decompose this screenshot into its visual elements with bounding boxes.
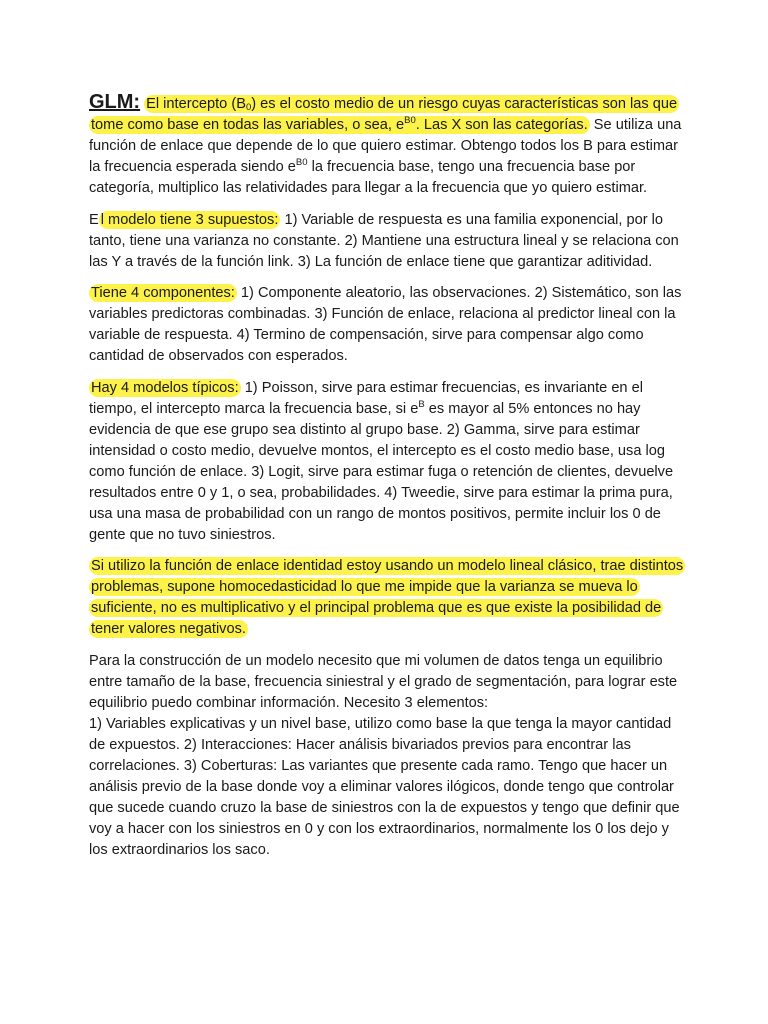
glm-heading: GLM: bbox=[89, 91, 141, 113]
highlight-identidad: Si utilizo la función de enlace identidad estoy usando un modelo lineal clásico, trae distintos problemas, supone homocedasticidad lo que me impide que la varianza se mueva lo suficiente, no es multiplicativo y el principal problema que es que existe la posibilidad de tener valores negativos. bbox=[91, 558, 684, 637]
superscript: B bbox=[418, 398, 425, 410]
highlight-text: . Las X son las categorías. bbox=[415, 117, 588, 133]
body-text: 1) Variable de respuesta es una familia exponencial, por lo tanto, tiene una varianza no constante. 2) Mantiene una estructura lineal y se relaciona con las Y a través de la función link. 3) La función de enlace tiene que garantizar aditividad. bbox=[89, 211, 679, 270]
superscript: B0 bbox=[404, 115, 416, 126]
superscript: B0 bbox=[295, 157, 308, 168]
body-text: E bbox=[89, 211, 99, 228]
paragraph-construccion bbox=[89, 651, 685, 861]
body-text: 1) Variables explicativas y un nivel base, utilizo como base la que tenga la mayor cantidad de expuestos. 2) Interacciones: Hacer análisis bivariados previos para encontrar las correlaciones. 3) Coberturas: Las variantes que presente cada ramo. Tengo que hacer un análisis previo de la base donde voy a eliminar valores ilógicos, donde tengo que controlar que sucede cuando cruzo la base de siniestros con la de expuestos y tengo que definir que voy a hacer con los siniestros en 0 y con los extraordinarios, normalmente los 0 los dejo y los extraordinarios los saco. bbox=[89, 715, 680, 858]
paragraph-modelos bbox=[89, 378, 685, 546]
body-text: 1) Poisson, sirve para estimar frecuencias, es invariante en el tiempo, el intercepto marca la frecuencia base, si e bbox=[89, 379, 643, 417]
body-text: Para la construcción de un modelo necesito que mi volumen de datos tenga un equilibrio entre tamaño de la base, frecuencia siniestral y el grado de segmentación, para lograr este equilibrio puedo combinar información. Necesito 3 elementos: bbox=[89, 652, 678, 711]
paragraph-componentes bbox=[89, 283, 685, 367]
subscript: 0 bbox=[245, 102, 252, 113]
body-text: 1) Componente aleatorio, las observaciones. 2) Sistemático, son las variables predictoras combinadas. 3) Función de enlace, relaciona al predictor lineal con la variable de respuesta. 4) Termino de compensación, sirve para compensar algo como cantidad de observados con esperados. bbox=[89, 285, 682, 364]
body-text: Se utiliza una función de enlace que depende de lo que quiero estimar. Obtengo todos los B para estimar la frecuencia esperada siendo e bbox=[89, 117, 682, 175]
body-text: la frecuencia base, tengo una frecuencia base por categoría, multiplico las relatividades para llegar a la frecuencia que yo quiero estimar. bbox=[89, 159, 648, 196]
highlight-componentes: Tiene 4 componentes: bbox=[91, 285, 235, 301]
document-page bbox=[89, 92, 685, 871]
highlight-text: ) es el costo medio de un riesgo cuyas características son las que tome como base en todas las variables, o sea, e bbox=[91, 96, 678, 133]
paragraph-glm-intro bbox=[89, 92, 685, 199]
highlight-modelos: Hay 4 modelos típicos: bbox=[91, 379, 239, 396]
highlight-supuestos: l modelo tiene 3 supuestos: bbox=[100, 211, 279, 228]
body-text: es mayor al 5% entonces no hay evidencia de que ese grupo sea distinto al grupo base. 2) Gamma, sirve para estimar intensidad o costo medio, devuelve montos, el intercepto es el costo medio base, usa log como función de enlace. 3) Logit, sirve para estimar fuga o retención de clientes, devuelve resultados entre 0 y 1, o sea, probabilidades. 4) Tweedie, sirve para estimar la prima pura, usa una masa de probabilidad con un rango de montos positivos, permite incluir los 0 de gente que no tuvo siniestros. bbox=[89, 400, 674, 543]
paragraph-identidad bbox=[89, 556, 685, 640]
highlight-text: El intercepto (B bbox=[146, 96, 246, 112]
paragraph-supuestos bbox=[89, 210, 685, 273]
